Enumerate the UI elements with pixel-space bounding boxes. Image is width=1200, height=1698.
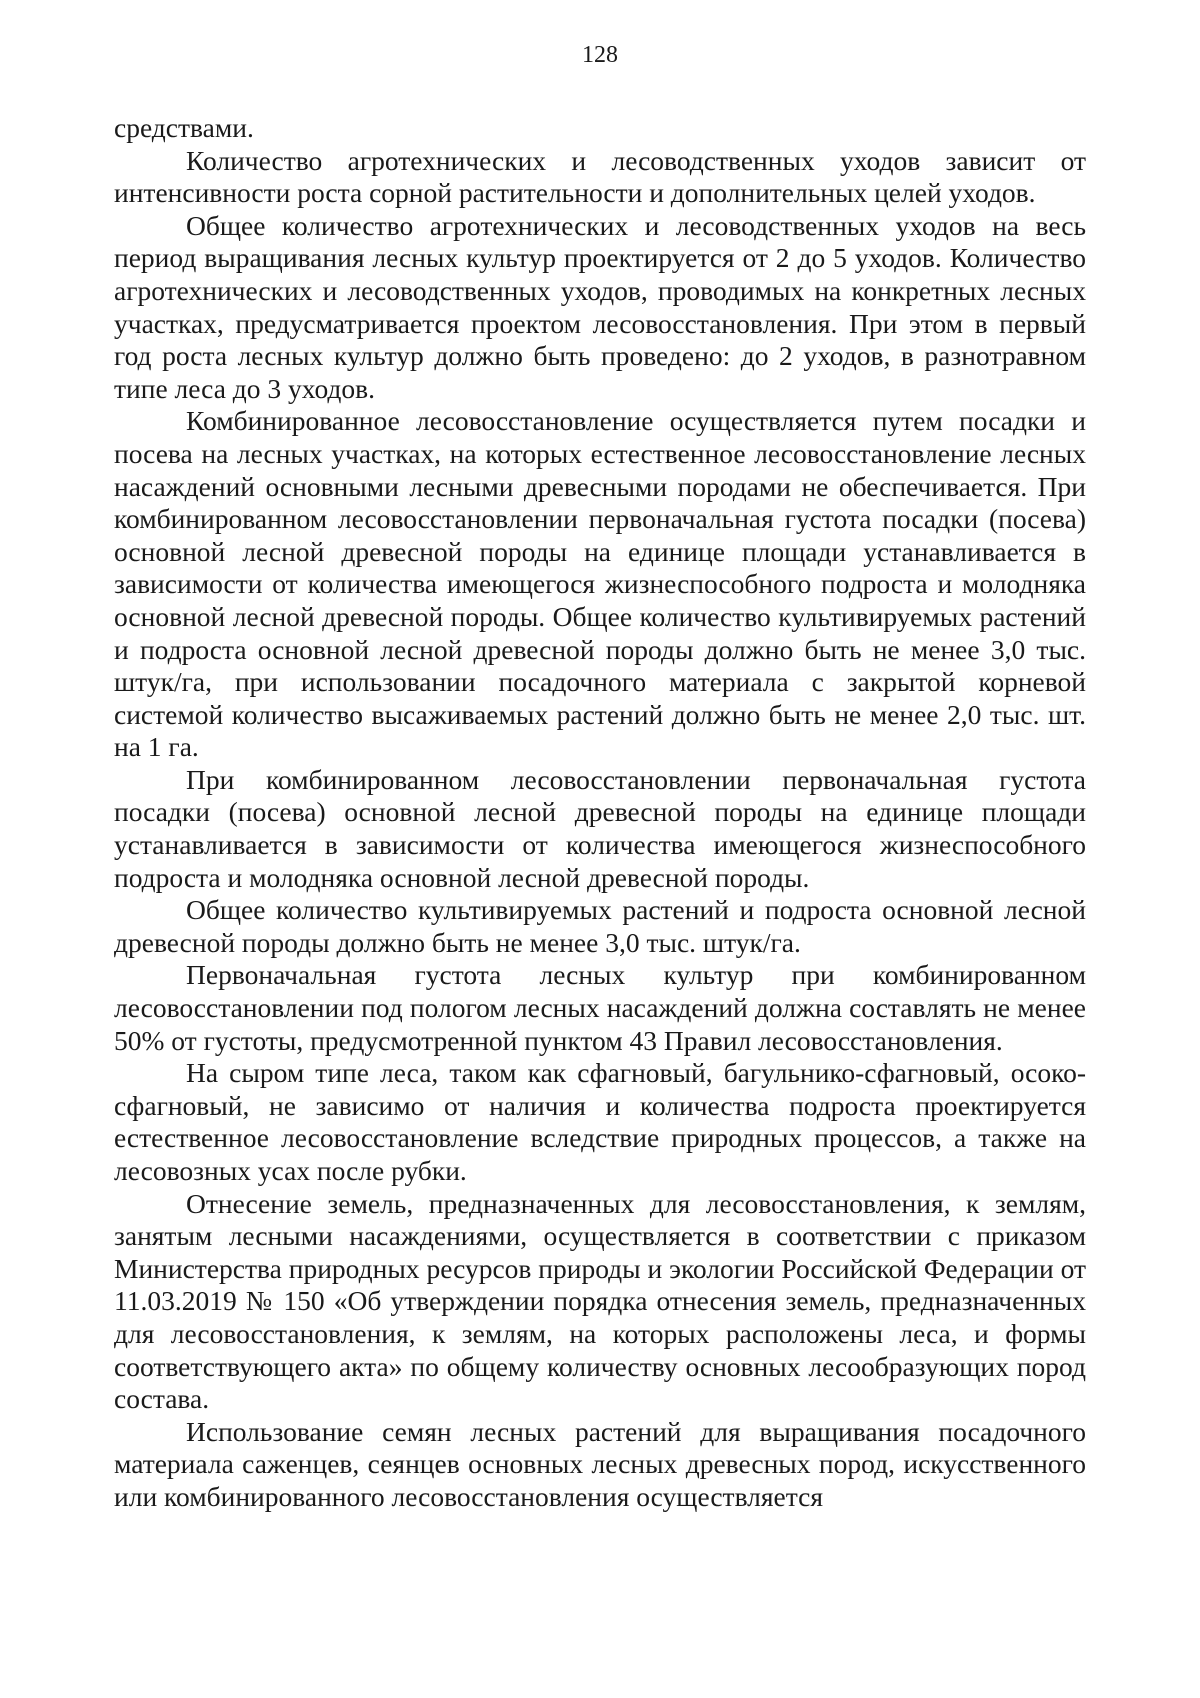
paragraph: Комбинированное лесовосстановление осуществляется путем посадки и посева на лесных участках, на которых естественное лесовосстановление лесных насаждений основными лесными древесными породами не обеспечивается. При комбинированном лесовосстановлении первоначальная густота посадки (посева) основной лесной древесной породы на единице площади устанавливается в зависимости от количества имеющегося жизнеспособного подроста и молодняка основной лесной древесной породы. Общее количество культивируемых растений и подроста основной лесной древесной породы должно быть не менее 3,0 тыс. штук/га, при использовании посадочного материала с закрытой корневой системой количество высаживаемых растений должно быть не менее 2,0 тыс. шт. на 1 га.	[114, 405, 1086, 763]
paragraph-continuation: средствами.	[114, 112, 254, 143]
paragraph: На сыром типе леса, таком как сфагновый, багульнико-сфагновый, осоко-сфагновый, не зависимо от наличия и количества подроста проектируется естественное лесовосстановление вследствие природных процессов, а также на лесовозных усах после рубки.	[114, 1057, 1086, 1186]
paragraph: При комбинированном лесовосстановлении первоначальная густота посадки (посева) основной лесной древесной породы на единице площади устанавливается в зависимости от количества имеющегося жизнеспособного подроста и молодняка основной лесной древесной породы.	[114, 763, 1086, 893]
paragraph: Первоначальная густота лесных культур при комбинированном лесовосстановлении под пологом лесных насаждений должна составлять не менее 50% от густоты, предусмотренной пунктом 43 Правил лесовосстановления.	[114, 959, 1086, 1056]
paragraph: Количество агротехнических и лесоводственных уходов зависит от интенсивности роста сорной растительности и дополнительных целей уходов.	[114, 144, 1086, 209]
paragraph: Общее количество агротехнических и лесоводственных уходов на весь период выращивания лесных культур проектируется от 2 до 5 уходов. Количество агротехнических и лесоводственных уходов, проводимых на конкретных лесных участках, предусматривается проектом лесовосстановления. При этом в первый год роста лесных культур должно быть проведено: до 2 уходов, в разнотравном типе леса до 3 уходов.	[114, 209, 1086, 404]
page-number: 128	[582, 42, 618, 68]
document-body	[114, 112, 1086, 1514]
paragraph: Использование семян лесных растений для выращивания посадочного материала саженцев, сеянцев основных лесных древесных пород, искусственного или комбинированного лесовосстановления осуществляется	[114, 1415, 1086, 1512]
paragraph: Общее количество культивируемых растений и подроста основной лесной древесной породы должно быть не менее 3,0 тыс. штук/га.	[114, 894, 1086, 958]
paragraph: Отнесение земель, предназначенных для лесовосстановления, к землям, занятым лесными насаждениями, осуществляется в соответствии с приказом Министерства природных ресурсов природы и экологии Российской Федерации от 11.03.2019 № 150 «Об утверждении порядка отнесения земель, предназначенных для лесовосстановления, к землям, на которых расположены леса, и формы соответствующего акта» по общему количеству основных лесообразующих пород состава.	[114, 1187, 1086, 1415]
